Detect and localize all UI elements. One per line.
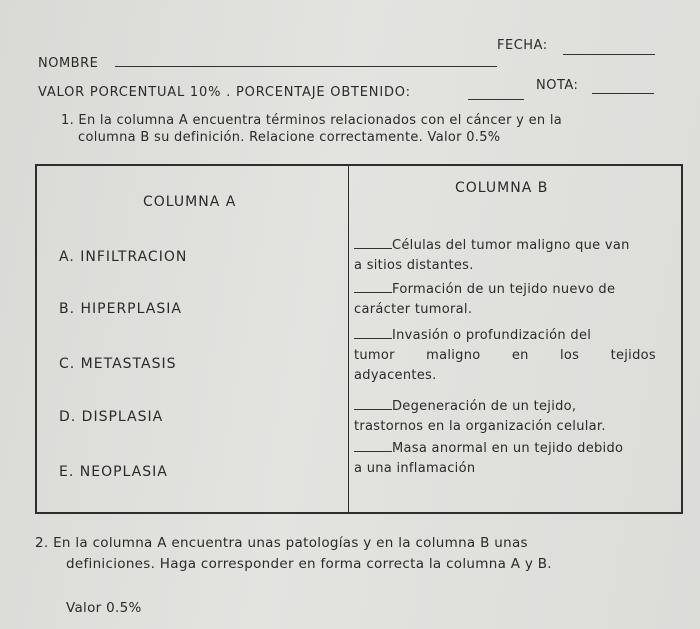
col-a-item-e: E. NEOPLASIA xyxy=(59,464,168,480)
col-b-item-4-line1: Degeneración de un tejido, xyxy=(392,399,577,414)
col-b-item-5 xyxy=(354,439,623,479)
col-a-item-a: A. INFILTRACION xyxy=(59,249,188,265)
col-b-item-1 xyxy=(354,236,630,276)
col-b-header: COLUMNA B xyxy=(455,180,549,196)
answer-blank-2[interactable] xyxy=(354,280,392,293)
q1-line2: columna B su definición. Relacione correctamente. Valor 0.5% xyxy=(78,130,501,145)
col-b-item-5-line2: a una inflamación xyxy=(354,461,476,476)
col-b-item-1-line1: Células del tumor maligno que van xyxy=(392,238,630,253)
col-b-item-4 xyxy=(354,397,606,437)
col-b-item-3 xyxy=(354,326,656,386)
answer-blank-1[interactable] xyxy=(354,236,392,249)
nombre-label: NOMBRE xyxy=(38,56,99,71)
answer-blank-5[interactable] xyxy=(354,439,392,452)
q2-valor: Valor 0.5% xyxy=(66,600,142,616)
porcentaje-obtenido-field[interactable] xyxy=(468,99,524,100)
fecha-field[interactable] xyxy=(563,54,655,55)
col-b-item-2 xyxy=(354,280,615,320)
col-b-item-5-line1: Masa anormal en un tejido debido xyxy=(392,441,624,456)
col-a-item-c: C. METASTASIS xyxy=(59,356,177,372)
col-b-item-3-line3: adyacentes. xyxy=(354,368,437,383)
col-b-item-4-line2: trastornos en la organización celular. xyxy=(354,419,606,434)
col-b-item-2-line2: carácter tumoral. xyxy=(354,302,473,317)
valor-porcentual-label: VALOR PORCENTUAL 10% . PORCENTAJE OBTENIDO: xyxy=(38,85,411,100)
col-a-item-d: D. DISPLASIA xyxy=(59,409,164,425)
answer-blank-4[interactable] xyxy=(354,397,392,410)
fecha-label: FECHA: xyxy=(497,38,548,53)
nota-label: NOTA: xyxy=(536,78,579,93)
table-divider xyxy=(348,164,349,514)
answer-blank-3[interactable] xyxy=(354,326,392,339)
col-a-item-b: B. HIPERPLASIA xyxy=(59,301,182,317)
nota-field[interactable] xyxy=(592,93,654,94)
col-b-item-2-line1: Formación de un tejido nuevo de xyxy=(392,282,616,297)
q2-line2: definiciones. Haga corresponder en forma correcta la columna A y B. xyxy=(66,556,552,572)
col-b-item-3-line1: Invasión o profundización del xyxy=(392,328,592,343)
q1-line1: 1. En la columna A encuentra términos relacionados con el cáncer y en la xyxy=(61,113,563,128)
q2-line1: 2. En la columna A encuentra unas patologías y en la columna B unas xyxy=(35,535,528,551)
nombre-field[interactable] xyxy=(115,66,497,67)
col-b-item-3-line2: tumor maligno en los tejidos xyxy=(354,348,656,363)
col-a-header: COLUMNA A xyxy=(143,194,237,210)
col-b-item-1-line2: a sitios distantes. xyxy=(354,258,474,273)
